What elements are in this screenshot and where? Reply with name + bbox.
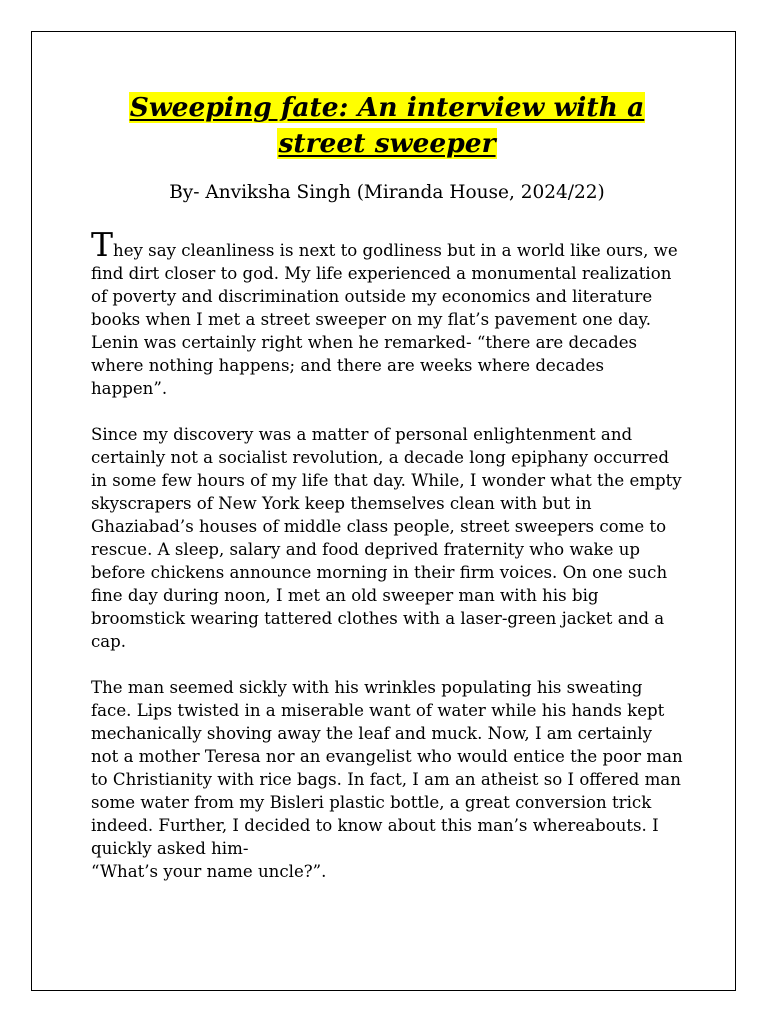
paragraph-1-text: hey say cleanliness is next to godliness but in a world like ours, we find dirt closer to god. My life experienced a monumental realization of poverty and discrimination outside my economics and literature books when I met a street sweeper on my flat’s pavement one day. Lenin was certainly right when he remarked- “there are decades where nothing happens; and there are weeks where decades happen”.	[91, 241, 678, 398]
article-body	[91, 90, 683, 883]
paragraph-3-text: The man seemed sickly with his wrinkles populating his sweating face. Lips twisted in a miserable want of water while his hands kept mechanically shoving away the leaf and muck. Now, I am certainly not a mother Teresa nor an evangelist who would entice the poor man to Christianity with rice bags. In fact, I am an atheist so I offered man some water from my Bisleri plastic bottle, a great conversion trick indeed. Further, I decided to know about this man’s whereabouts. I quickly asked him-	[91, 678, 683, 858]
paragraph-2: Since my discovery was a matter of personal enlightenment and certainly not a socialist revolution, a decade long epiphany occurred in some few hours of my life that day. While, I wonder what the empty skyscrapers of New York keep themselves clean with but in Ghaziabad’s houses of middle class people, street sweepers come to rescue. A sleep, salary and food deprived fraternity who wake up before chickens announce morning in their firm voices. On one such fine day during noon, I met an old sweeper man with his big broomstick wearing tattered clothes with a laser-green jacket and a cap.	[91, 425, 682, 651]
paragraph-3-quote: “What’s your name uncle?”.	[91, 862, 327, 881]
document-page	[31, 31, 736, 991]
paragraph-1	[91, 225, 683, 400]
byline: By- Anviksha Singh (Miranda House, 2024/22)	[169, 182, 605, 203]
drop-cap: T	[91, 225, 114, 264]
paragraph-3	[91, 676, 683, 883]
title-highlight: Sweeping fate: An interview with a street sweeper	[129, 92, 645, 159]
article-title	[91, 90, 683, 162]
